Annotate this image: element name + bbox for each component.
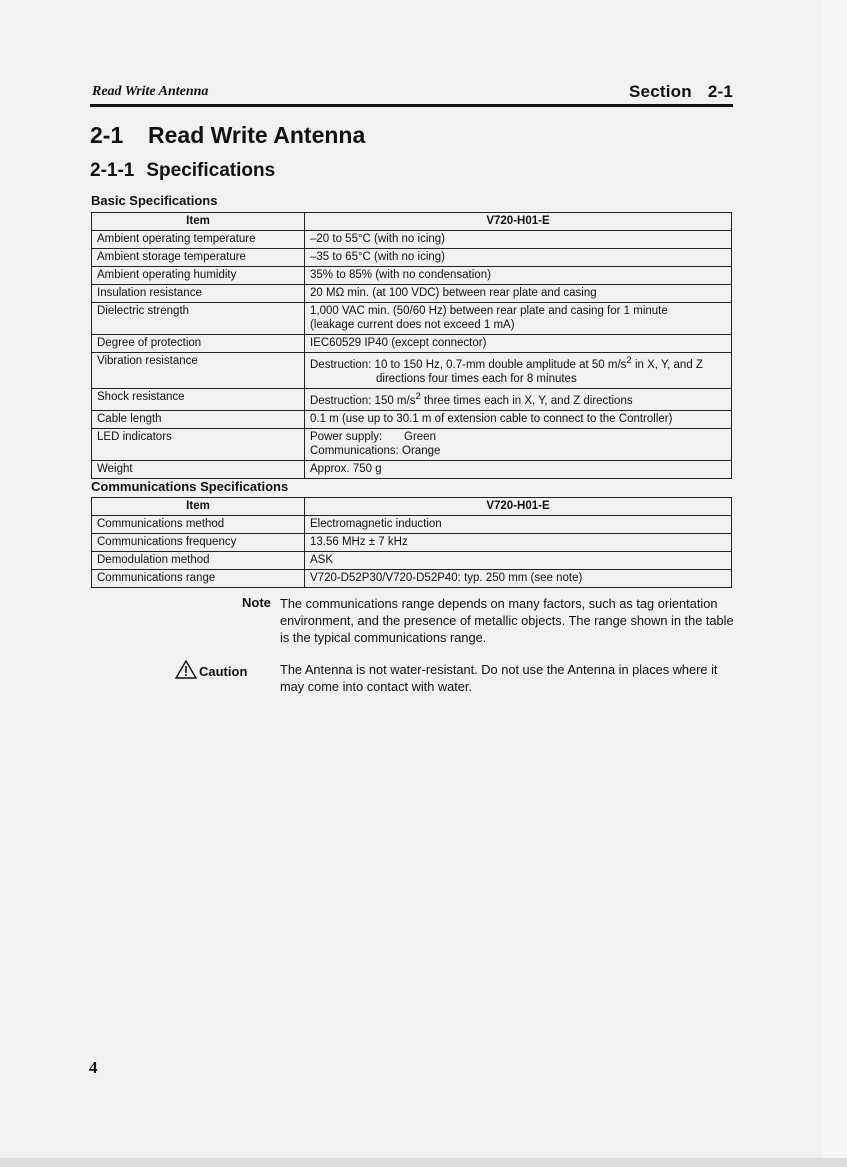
table-row xyxy=(92,552,732,570)
row-value xyxy=(305,303,732,335)
col-header-model: V720-H01-E xyxy=(305,498,732,516)
row-item: Vibration resistance xyxy=(92,353,305,389)
row-value: V720-D52P30/V720-D52P40: typ. 250 mm (see note) xyxy=(305,570,732,588)
subsection-heading xyxy=(90,160,275,182)
row-value: 0.1 m (use up to 30.1 m of extension cable to connect to the Controller) xyxy=(305,410,732,428)
row-item: Insulation resistance xyxy=(92,285,305,303)
row-value: 35% to 85% (with no condensation) xyxy=(305,267,732,285)
caution-text: The Antenna is not water-resistant. Do not use the Antenna in places where it may come into contact with water. xyxy=(280,662,718,694)
comm-specs-title: Communications Specifications xyxy=(91,479,289,494)
col-header-item: Item xyxy=(92,498,305,516)
header-section-number: 2-1 xyxy=(707,82,733,101)
row-value-line: directions four times each for 8 minutes xyxy=(376,372,577,385)
row-item: Demodulation method xyxy=(92,552,305,570)
row-value-text: three times each in X, Y, and Z directions xyxy=(420,394,633,407)
row-value-line xyxy=(310,354,726,372)
row-item: Degree of protection xyxy=(92,335,305,353)
table-header-row xyxy=(92,498,732,516)
row-item: Communications frequency xyxy=(92,534,305,552)
row-value-text: Power supply: xyxy=(310,430,383,443)
row-value: Approx. 750 g xyxy=(305,460,732,478)
row-value-text: Destruction: 10 to 150 Hz, 0.7-mm double amplitude at 50 m/s xyxy=(310,358,627,371)
row-item: Ambient operating temperature xyxy=(92,231,305,249)
subsection-heading-title: Specifications xyxy=(146,160,276,181)
subsection-heading-number: 2-1-1 xyxy=(90,160,135,181)
table-row xyxy=(92,516,732,534)
row-item: Cable length xyxy=(92,410,305,428)
row-value: –20 to 55°C (with no icing) xyxy=(305,231,732,249)
table-row xyxy=(92,249,732,267)
row-value xyxy=(305,388,732,410)
section-heading-title: Read Write Antenna xyxy=(148,122,366,148)
warning-triangle-icon xyxy=(175,660,197,679)
table-row xyxy=(92,303,732,335)
row-value-line: (leakage current does not exceed 1 mA) xyxy=(310,319,515,331)
caution-label-group xyxy=(175,660,247,679)
row-value: Electromagnetic induction xyxy=(305,516,732,534)
table-row xyxy=(92,410,732,428)
row-value: –35 to 65°C (with no icing) xyxy=(305,249,732,267)
note-label: Note xyxy=(242,595,271,610)
table-row xyxy=(92,460,732,478)
row-value-text: Destruction: 150 m/s xyxy=(310,394,416,407)
table-row xyxy=(92,353,732,389)
note-text: The communications range depends on many factors, such as tag orientation environment, and the presence of metallic objects. The range shown in the table is the typical communications range. xyxy=(280,596,734,645)
table-row xyxy=(92,388,732,410)
table-row xyxy=(92,231,732,249)
section-heading-number: 2-1 xyxy=(90,122,124,148)
page-number: 4 xyxy=(89,1058,98,1077)
row-value xyxy=(305,428,732,460)
row-value: 20 MΩ min. (at 100 VDC) between rear plate and casing xyxy=(305,285,732,303)
superscript: 2 xyxy=(626,355,632,366)
section-heading xyxy=(90,122,365,149)
row-item: Communications range xyxy=(92,570,305,588)
row-item: Weight xyxy=(92,460,305,478)
row-value-line: 1,000 VAC min. (50/60 Hz) between rear plate and casing for 1 minute xyxy=(310,305,668,317)
row-item: Ambient storage temperature xyxy=(92,249,305,267)
row-value xyxy=(305,353,732,389)
running-header xyxy=(90,82,733,102)
header-section xyxy=(629,82,733,102)
row-item: LED indicators xyxy=(92,428,305,460)
row-value-text: Green xyxy=(404,430,436,443)
scan-edge xyxy=(822,0,847,1160)
caution-label: Caution xyxy=(199,664,248,679)
table-row xyxy=(92,570,732,588)
header-chapter-title: Read Write Antenna xyxy=(92,84,209,99)
row-value-line xyxy=(310,430,726,444)
col-header-item: Item xyxy=(92,213,305,231)
row-item: Dielectric strength xyxy=(92,303,305,335)
row-value-text: in X, Y, and Z xyxy=(631,358,703,371)
comm-specs-table xyxy=(91,497,732,588)
col-header-model: V720-H01-E xyxy=(305,213,732,231)
table-row xyxy=(92,285,732,303)
table-row xyxy=(92,335,732,353)
row-value: 13.56 MHz ± 7 kHz xyxy=(305,534,732,552)
header-rule xyxy=(90,104,733,107)
table-row xyxy=(92,534,732,552)
row-item: Communications method xyxy=(92,516,305,534)
table-header-row xyxy=(92,213,732,231)
row-value-line: Communications: Orange xyxy=(310,444,441,457)
table-row xyxy=(92,428,732,460)
scan-bottom-edge xyxy=(0,1158,847,1167)
basic-specs-title: Basic Specifications xyxy=(91,193,218,208)
superscript: 2 xyxy=(415,390,421,402)
row-item: Shock resistance xyxy=(92,388,305,410)
table-row xyxy=(92,267,732,285)
basic-specs-table xyxy=(91,212,732,479)
row-value: ASK xyxy=(305,552,732,570)
row-item: Ambient operating humidity xyxy=(92,267,305,285)
header-section-label: Section xyxy=(629,82,692,101)
row-value: IEC60529 IP40 (except connector) xyxy=(305,335,732,353)
